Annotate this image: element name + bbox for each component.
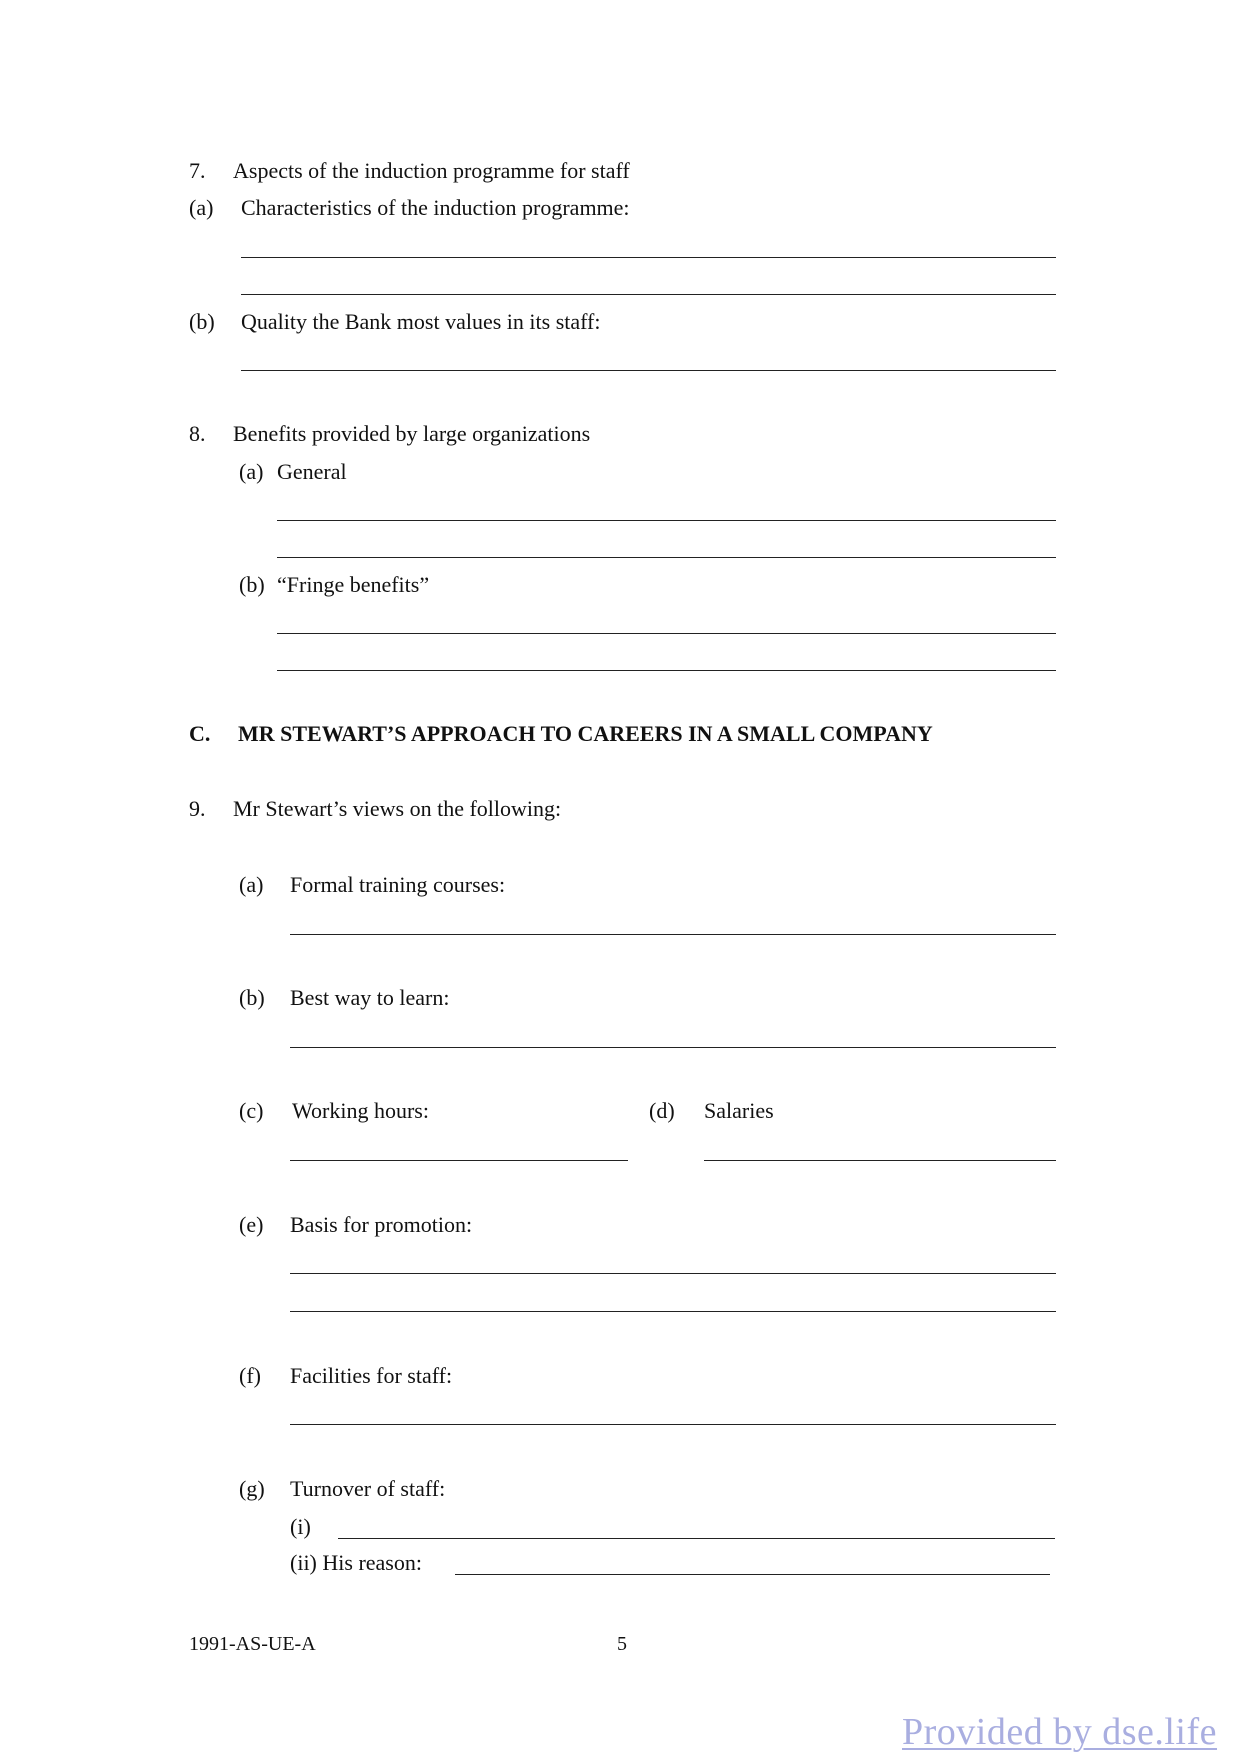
watermark-link[interactable]: Provided by dse.life [902, 1711, 1218, 1753]
q9c-label: (c) [239, 1098, 264, 1123]
q7b-label: (b) [189, 309, 215, 334]
q9g-ii-answer-line[interactable] [455, 1574, 1050, 1575]
q9g-label: (g) [239, 1476, 265, 1501]
q9c-answer-line[interactable] [290, 1160, 628, 1161]
q7-number: 7. [189, 158, 206, 183]
q8b-text: “Fringe benefits” [277, 572, 430, 597]
footer-page-number: 5 [617, 1633, 627, 1655]
q7b-text: Quality the Bank most values in its staff: [241, 309, 601, 334]
q9e-label: (e) [239, 1212, 264, 1237]
q9e-answer-line-2[interactable] [290, 1311, 1056, 1312]
q8-number: 8. [189, 421, 206, 446]
section-c-heading: MR STEWART’S APPROACH TO CAREERS IN A SMALL COMPANY [238, 721, 933, 746]
q8b-answer-line-2[interactable] [277, 670, 1056, 671]
q9f-text: Facilities for staff: [290, 1363, 453, 1388]
q9d-answer-line[interactable] [704, 1160, 1056, 1161]
q9e-answer-line-1[interactable] [290, 1273, 1056, 1274]
q9-number: 9. [189, 796, 206, 821]
q9d-label: (d) [649, 1098, 675, 1123]
q9g-ii-label: (ii) His reason: [290, 1550, 422, 1575]
q8a-text: General [277, 459, 347, 484]
q8a-answer-line-1[interactable] [277, 520, 1056, 521]
q7b-answer-line[interactable] [241, 370, 1056, 371]
q8a-answer-line-2[interactable] [277, 557, 1056, 558]
q9a-text: Formal training courses: [290, 872, 506, 897]
q9b-answer-line[interactable] [290, 1047, 1056, 1048]
q7a-label: (a) [189, 195, 214, 220]
q9g-i-label: (i) [290, 1514, 311, 1539]
q9f-label: (f) [239, 1363, 261, 1388]
q8-title: Benefits provided by large organizations [233, 421, 591, 446]
q9g-i-answer-line[interactable] [338, 1538, 1055, 1539]
q7-title: Aspects of the induction programme for staff [233, 158, 630, 183]
q8a-label: (a) [239, 459, 264, 484]
q9-title: Mr Stewart’s views on the following: [233, 796, 562, 821]
q9f-answer-line[interactable] [290, 1424, 1056, 1425]
q9b-text: Best way to learn: [290, 985, 450, 1010]
q9a-label: (a) [239, 872, 264, 897]
q9a-answer-line[interactable] [290, 934, 1056, 935]
q9d-text: Salaries [704, 1098, 774, 1123]
footer-paper-code: 1991-AS-UE-A [189, 1633, 316, 1655]
q8b-label: (b) [239, 572, 265, 597]
section-c-letter: C. [189, 721, 211, 746]
q9g-text: Turnover of staff: [290, 1476, 446, 1501]
q7a-answer-line-1[interactable] [241, 257, 1056, 258]
q7a-answer-line-2[interactable] [241, 294, 1056, 295]
q9e-text: Basis for promotion: [290, 1212, 473, 1237]
q9c-text: Working hours: [292, 1098, 429, 1123]
q8b-answer-line-1[interactable] [277, 633, 1056, 634]
q7a-text: Characteristics of the induction programme: [241, 195, 630, 220]
q9b-label: (b) [239, 985, 265, 1010]
